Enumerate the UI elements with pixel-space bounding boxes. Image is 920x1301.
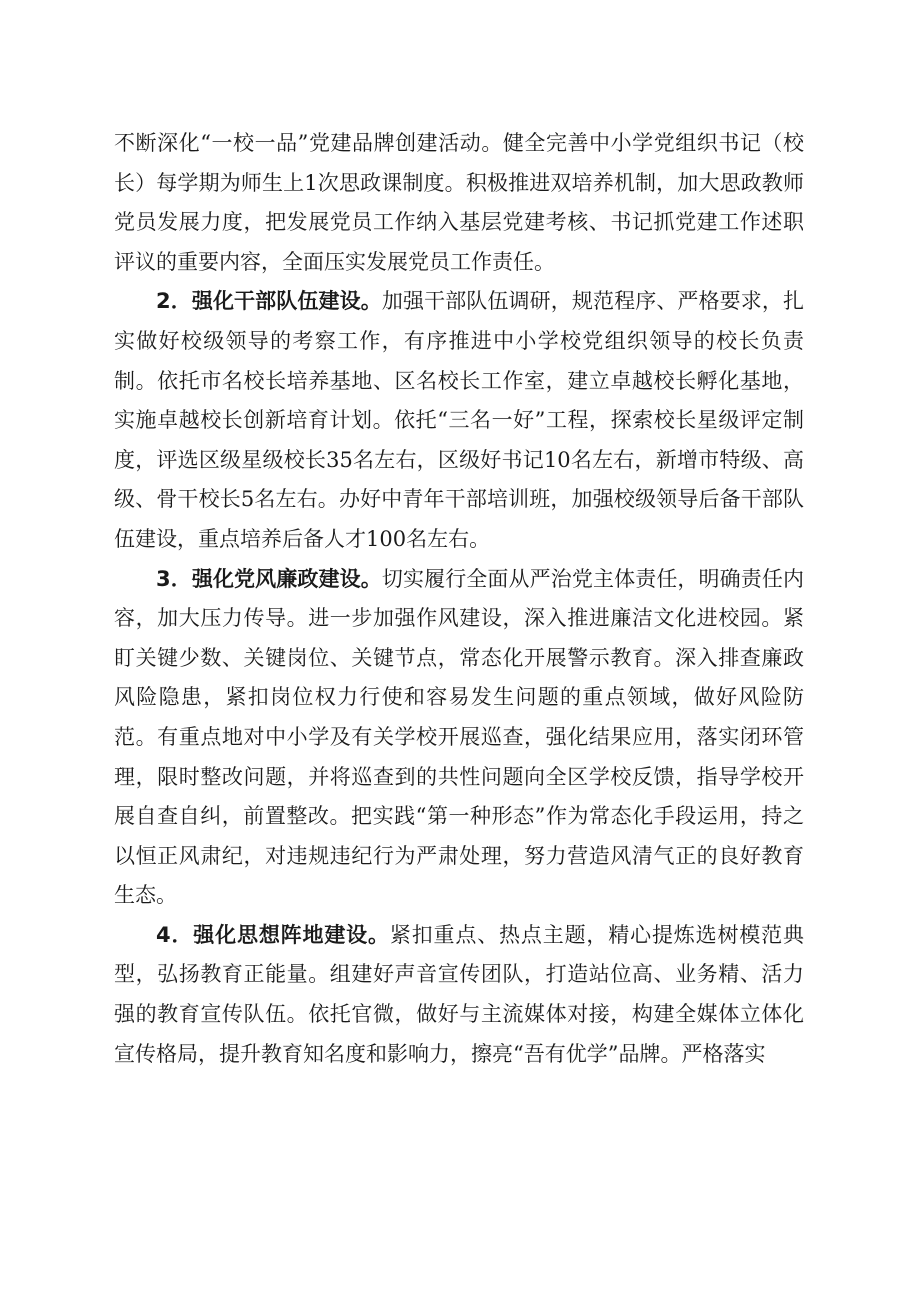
paragraph-heading: 3．强化党风廉政建设。 xyxy=(156,566,382,591)
paragraph-clean-governance xyxy=(114,560,804,916)
paragraph-body: 切实履行全面从严治党主体责任，明确责任内容，加大压力传导。进一步加强作风建设，深入推进廉洁文化进校园。紧盯关键少数、关键岗位、关键节点，常态化开展警示教育。深入排查廉政风险隐患，紧扣岗位权力行使和容易发生问题的重点领域，做好风险防范。有重点地对中小学及有关学校开展巡查，强化结果应用，落实闭环管理，限时整改问题，并将巡查到的共性问题向全区学校反馈，指导学校开展自查自纠，前置整改。把实践“第一种形态”作为常态化手段运用，持之以恒正风肃纪，对违规违纪行为严肃处理，努力营造风清气正的良好教育生态。 xyxy=(114,566,804,908)
paragraph-ideology-front xyxy=(114,916,804,1074)
paragraph-body: 紧扣重点、热点主题，精心提炼选树模范典型，弘扬教育正能量。组建好声音宣传团队，打造站位高、业务精、活力强的教育宣传队伍。依托官微，做好与主流媒体对接，构建全媒体立体化宣传格局，提升教育知名度和影响力，擦亮“吾有优学”品牌。严格落实 xyxy=(114,922,804,1066)
paragraph-party-building-continued xyxy=(114,124,804,282)
paragraph-cadre-team xyxy=(114,282,804,559)
document-page xyxy=(114,124,804,1074)
paragraph-body: 加强干部队伍调研，规范程序、严格要求，扎实做好校级领导的考察工作，有序推进中小学校党组织领导的校长负责制。依托市名校长培养基地、区名校长工作室，建立卓越校长孵化基地，实施卓越校长创新培育计划。依托“三名一好”工程，探索校长星级评定制度，评选区级星级校长35名左右，区级好书记10名左右，新增市特级、高级、骨干校长5名左右。办好中青年干部培训班，加强校级领导后备干部队伍建设，重点培养后备人才100名左右。 xyxy=(114,289,804,551)
paragraph-heading: 2．强化干部队伍建设。 xyxy=(156,289,382,314)
paragraph-body: 不断深化“一校一品”党建品牌创建活动。健全完善中小学党组织书记（校长）每学期为师生上1次思政课制度。积极推进双培养机制，加大思政教师党员发展力度，把发展党员工作纳入基层党建考核、书记抓党建工作述职评议的重要内容，全面压实发展党员工作责任。 xyxy=(114,131,804,274)
paragraph-heading: 4．强化思想阵地建设。 xyxy=(156,922,390,947)
